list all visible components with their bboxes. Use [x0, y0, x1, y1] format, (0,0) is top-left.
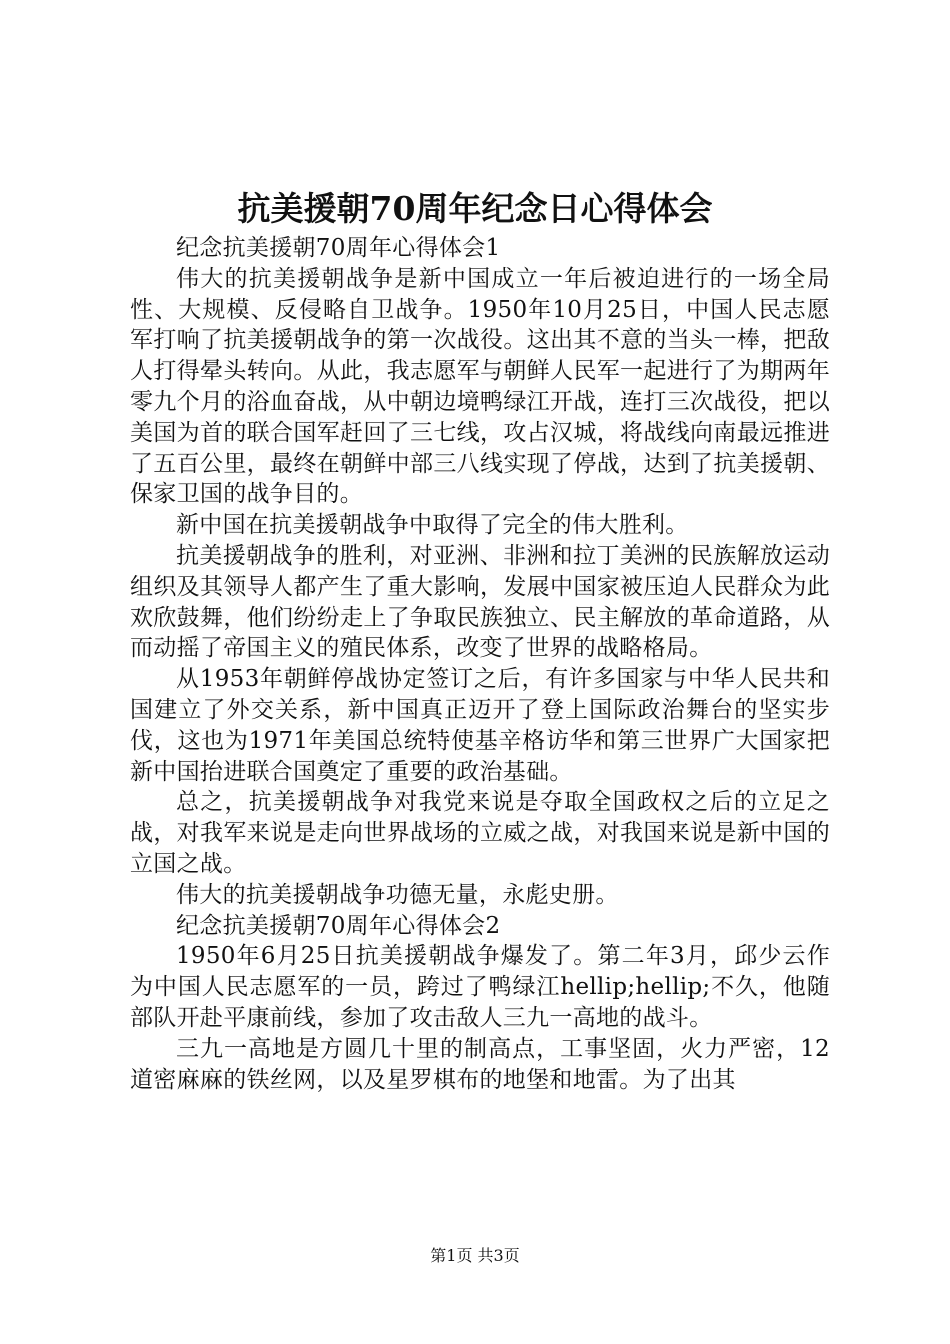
document-body — [130, 233, 830, 1095]
body-paragraph: 从1953年朝鲜停战协定签订之后，有许多国家与中华人民共和国建立了外交关系，新中国真正迈开了登上国际政治舞台的坚实步伐，这也为1971年美国总统特使基辛格访华和第三世界广大国家把新中国抬进联合国奠定了重要的政治基础。 — [130, 666, 830, 785]
body-paragraph: 伟大的抗美援朝战争功德无量，永彪史册。 — [176, 881, 619, 908]
body-paragraph: 1950年6月25日抗美援朝战争爆发了。第二年3月，邱少云作为中国人民志愿军的一员，跨过了鸭绿江hellip;hellip;不久，他随部队开赴平康前线，参加了攻击敌人三九一高地的战斗。 — [130, 943, 830, 1031]
body-paragraph: 总之，抗美援朝战争对我党来说是夺取全国政权之后的立足之战，对我军来说是走向世界战场的立威之战，对我国来说是新中国的立国之战。 — [130, 789, 830, 877]
section-heading-2: 纪念抗美援朝70周年心得体会2 — [176, 912, 501, 939]
body-paragraph: 抗美援朝战争的胜利，对亚洲、非洲和拉丁美洲的民族解放运动组织及其领导人都产生了重大影响，发展中国家被压迫人民群众为此欢欣鼓舞，他们纷纷走上了争取民族独立、民主解放的革命道路，从而动摇了帝国主义的殖民体系，改变了世界的战略格局。 — [130, 542, 830, 662]
section-heading-1: 纪念抗美援朝70周年心得体会1 — [176, 235, 501, 261]
body-paragraph: 新中国在抗美援朝战争中取得了完全的伟大胜利。 — [176, 512, 689, 539]
body-paragraph: 三九一高地是方圆几十里的制高点，工事坚固，火力严密，12道密麻麻的铁丝网，以及星罗棋布的地堡和地雷。为了出其 — [130, 1035, 830, 1093]
page-footer: 第1页 共3页 — [430, 1246, 520, 1265]
body-paragraph: 伟大的抗美援朝战争是新中国成立一年后被迫进行的一场全局性、大规模、反侵略自卫战争。1950年10月25日，中国人民志愿军打响了抗美援朝战争的第一次战役。这出其不意的当头一棒，把敌人打得晕头转向。从此，我志愿军与朝鲜人民军一起进行了为期两年零九个月的浴血奋战，从中朝边境鸭绿江开战，连打三次战役，把以美国为首的联合国军赶回了三七线，攻占汉城，将战线向南最远推进了五百公里，最终在朝鲜中部三八线实现了停战，达到了抗美援朝、保家卫国的战争目的。 — [130, 265, 830, 508]
document-title: 抗美援朝70周年纪念日心得体会 — [237, 189, 713, 228]
